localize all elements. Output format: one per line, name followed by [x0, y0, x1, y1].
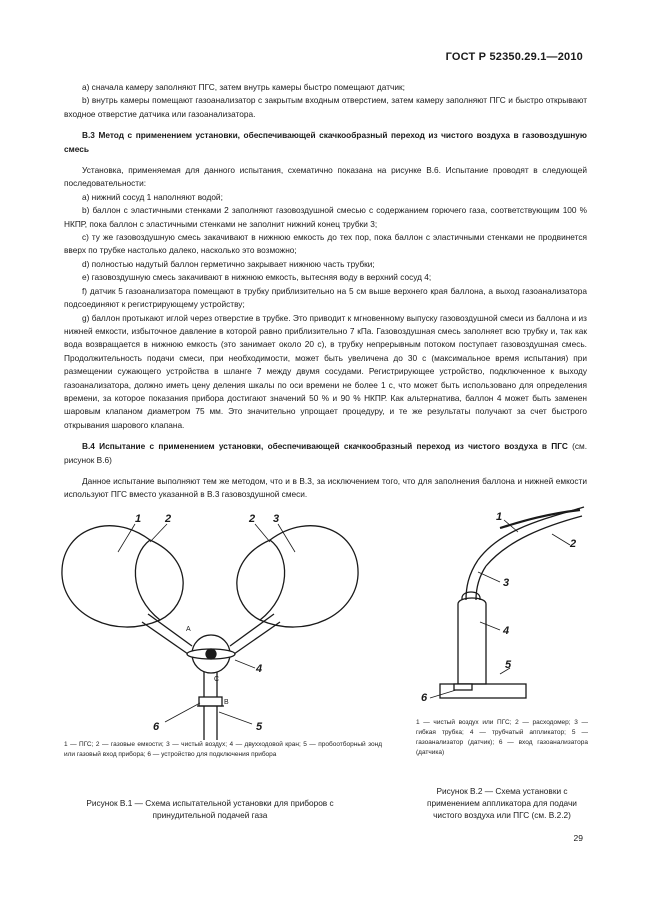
figure1-valve-hub	[206, 649, 216, 659]
figure1-leader-6	[165, 703, 200, 722]
figure1-leader-4	[235, 660, 255, 668]
figure2-title: Рисунок В.2 — Схема установки с применением аппликатора для подачи чистого воздуха или ПГС (см. В.2.2)	[427, 786, 577, 820]
figure1-title: Рисунок В.1 — Схема испытательной установки для приборов с принудительной подачей газа	[86, 798, 334, 820]
figure2-flow-line	[500, 510, 580, 528]
fig2-label-3: 3	[503, 577, 510, 589]
fig1-letter-a: A	[186, 626, 191, 633]
page-number: 29	[573, 833, 583, 843]
figure2-leader-6	[430, 690, 456, 698]
figure1-drawing	[62, 524, 358, 740]
fig1-letter-c: C	[214, 676, 220, 683]
b4-title-suffix: (см. рисунок В.6)	[64, 441, 587, 465]
fig1-label-2b: 2	[249, 513, 256, 525]
figure2-hose-right	[476, 566, 486, 600]
figure1-leader-2a	[150, 524, 167, 542]
step-g: g) баллон протыкают иглой через отверстие в трубке. Это приводит к мгновенному выпуску газовоздушной смеси из баллона и из нижней емкости, избыточное давление в которой равно приблизительно 7 кПа. Газовоздушная смесь заполняет всю трубку и, так как вода возвращается в нижнюю емкость (это занимает около 20 с), в трубку непрерывным потоком поступает газовоздушная смесь. Продолжительность подачи смеси, при необходимости, может быть увеличена до 30 с (максимальное время испытания) при размещении сужающего устройства в шланге 7 между двумя сосудами. Регистрирующее устройство, подключенное к выходу газоанализатора, должно иметь цену деления шкалы по оси времени не более 1 с, что может быть использовано для определения времени, за которое показания прибора достигают значений 50 % и 90 % НКПР. Как альтернатива, баллон 4 может быть заменен шаровым клапаном диаметром 75 мм. Это значительно упрощает процедуру, и те же результаты получают за счет быстрого открывания шарового клапана.	[64, 312, 587, 430]
document-header: ГОСТ Р 52350.29.1—2010	[445, 51, 583, 63]
fig1-label-1: 1	[135, 513, 142, 525]
figure1-connector	[199, 697, 222, 706]
paragraph-a: а) сначала камеру заполняют ПГС, затем внутрь камеры быстро помещают датчик;	[82, 82, 405, 92]
step-c: с) ту же газовоздушную смесь закачивают в нижнюю емкость до тех пор, пока баллон с эластичными стенками не продвинется вверх по трубке настолько далеко, насколько это возможно;	[64, 232, 587, 256]
fig1-label-6: 6	[153, 721, 160, 733]
figure2-leader-3	[478, 572, 500, 582]
section-b3-title: В.3 Метод с применением установки, обеспечивающей скачкообразный переход из чистого воздуха в газовоздушную смесь	[64, 130, 587, 154]
figure2-leader-2	[552, 534, 570, 545]
fig1-label-3: 3	[273, 513, 280, 525]
figure1-left-balloon-inner	[135, 540, 160, 620]
b3-intro: Установка, применяемая для данного испытания, схематично показана на рисунке В.6. Испытание проводят в следующей последовательности:	[64, 165, 587, 189]
fig2-label-2: 2	[570, 538, 577, 550]
figure1-right-balloon	[237, 526, 358, 627]
b4-text: Данное испытание выполняют тем же методом, что и в В.3, за исключением того, что для заполнения баллона и нижней емкости используют ПГС вместо указанной в В.3 газовоздушной смеси.	[64, 475, 587, 500]
step-f: f) датчик 5 газоанализатора помещают в трубку приблизительно на 5 см выше верхнего края баллона, а выход газоанализатора подсоединяют к регистрирующему устройству;	[64, 285, 587, 310]
figure1-leader-5	[219, 712, 252, 724]
figure2-legend: 1 — чистый воздух или ПГС; 2 — расходомер; 3 — гибкая трубка; 4 — трубчатый аппликатор; 5 — газоанализатор (датчик); 6 — вход газоанализатора (датчика)	[416, 719, 588, 756]
figure2-analyzer-inlet	[454, 684, 472, 690]
step-d: d) полностью надутый баллон герметично закрывает нижнюю часть трубки;	[82, 258, 375, 269]
step-b: b) баллон с эластичными стенками 2 заполняют газовоздушной смесью с содержанием горючего газа, соответствующим 100 % НКПР, пока баллон с эластичными стенками не заполнит нижний конец трубки 3;	[64, 205, 587, 229]
fig1-label-4: 4	[256, 663, 263, 675]
fig2-label-6: 6	[421, 692, 428, 704]
fig2-label-4: 4	[503, 625, 510, 637]
figure1-left-balloon	[62, 526, 183, 627]
fig1-letter-b: B	[224, 699, 229, 706]
paragraph-b: b) внутрь камеры помещают газоанализатор с закрытым входным отверстием, затем камеру заполняют ПГС и быстро открывают входное отверстие датчика или газоанализатора.	[64, 95, 587, 119]
figure2-applicator-body	[458, 598, 486, 684]
fig2-label-5: 5	[505, 659, 512, 671]
b4-title-bold: В.4 Испытание с применением установки, обеспечивающей скачкообразный переход из чистого воздуха в ПГС	[82, 441, 568, 452]
fig2-label-1: 1	[496, 511, 503, 523]
fig1-label-5: 5	[256, 721, 263, 733]
step-e: е) газовоздушную смесь закачивают в нижнюю емкость, вытесняя воду в верхний сосуд 4;	[82, 272, 432, 283]
figure1-right-balloon-inner	[260, 540, 285, 620]
figure1-leader-2b	[255, 524, 270, 542]
figure1-letters	[186, 626, 229, 706]
figure1-legend: 1 — ПГС; 2 — газовые емкости; 3 — чистый воздух; 4 — двухходовой кран; 5 — пробоотборный зонд или газовый вход прибора; 6 — устройство для подключения прибора	[64, 741, 382, 758]
fig1-label-2a: 2	[165, 513, 172, 525]
step-a: а) нижний сосуд 1 наполняют водой;	[82, 191, 223, 202]
figure2-leader-4	[480, 622, 500, 630]
figure2-tube-inner	[486, 516, 582, 566]
